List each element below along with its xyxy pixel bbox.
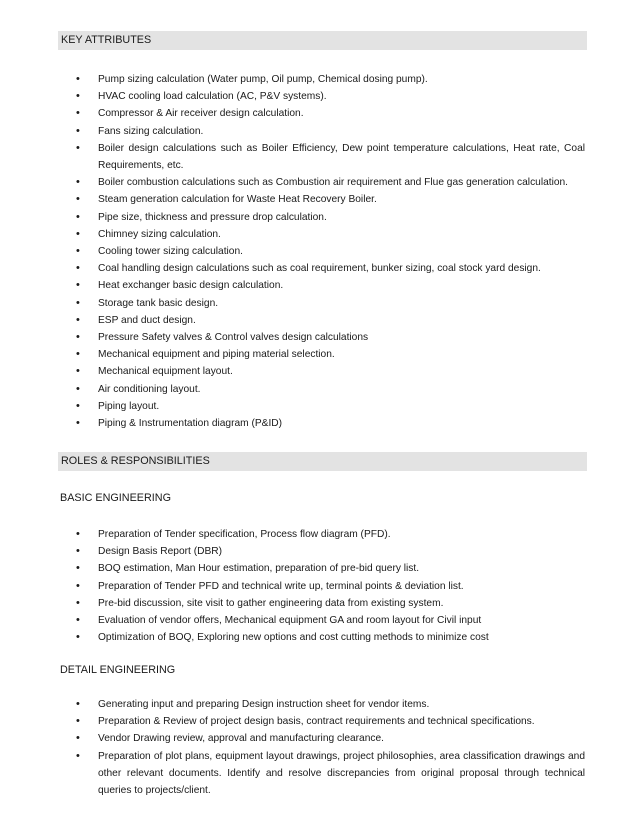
bullet-icon: • (76, 245, 80, 258)
bullet-icon: • (76, 749, 80, 762)
list-item: • BOQ estimation, Man Hour estimation, preparation of pre-bid query list. (0, 560, 638, 577)
list-item: • Cooling tower sizing calculation. (0, 243, 638, 260)
bullet-icon: • (76, 296, 80, 309)
bullet-icon: • (76, 715, 80, 728)
detail-engineering-list (0, 696, 638, 799)
list-item: • Pump sizing calculation (Water pump, Oil pump, Chemical dosing pump). (0, 71, 638, 88)
bullet-icon: • (76, 176, 80, 189)
list-item: • Coal handling design calculations such as coal requirement, bunker sizing, coal stock yard design. (0, 260, 638, 277)
list-item: • Pressure Safety valves & Control valves design calculations (0, 329, 638, 346)
bullet-icon: • (76, 193, 80, 206)
list-item: • Boiler combustion calculations such as Combustion air requirement and Flue gas generation calculation. (0, 174, 638, 191)
bullet-icon: • (76, 90, 80, 103)
bullet-icon: • (76, 528, 80, 540)
bullet-icon: • (76, 279, 80, 292)
detail-engineering-heading: DETAIL ENGINEERING (60, 664, 176, 676)
list-item: • ESP and duct design. (0, 312, 638, 329)
bullet-icon: • (76, 124, 80, 137)
bullet-icon: • (76, 631, 80, 644)
bullet-icon: • (76, 417, 80, 430)
bullet-icon: • (76, 365, 80, 378)
bullet-icon: • (76, 562, 80, 575)
list-item: • Storage tank basic design. (0, 295, 638, 312)
list-item: • Preparation of Tender specification, Process flow diagram (PFD). (0, 526, 638, 543)
list-item: • HVAC cooling load calculation (AC, P&V systems). (0, 88, 638, 105)
bullet-icon: • (76, 262, 80, 275)
bullet-icon: • (76, 210, 80, 223)
bullet-icon: • (76, 614, 80, 627)
bullet-icon: • (76, 331, 80, 344)
bullet-icon: • (76, 107, 80, 120)
list-item: • Fans sizing calculation. (0, 123, 638, 140)
list-item: • Steam generation calculation for Waste Heat Recovery Boiler. (0, 191, 638, 208)
bullet-icon: • (76, 399, 80, 412)
list-item: • Air conditioning layout. (0, 381, 638, 398)
basic-engineering-list (0, 526, 638, 646)
list-item: • Generating input and preparing Design instruction sheet for vendor items. (0, 696, 638, 713)
basic-engineering-heading: BASIC ENGINEERING (60, 492, 171, 504)
bullet-icon: • (76, 596, 80, 609)
bullet-icon: • (76, 579, 80, 592)
bullet-icon: • (76, 141, 80, 154)
list-item: • Heat exchanger basic design calculation. (0, 277, 638, 294)
bullet-icon: • (76, 348, 80, 361)
list-item: • Preparation of Tender PFD and technical write up, terminal points & deviation list. (0, 578, 638, 595)
bullet-icon: • (76, 313, 80, 326)
list-item: • Pre-bid discussion, site visit to gather engineering data from existing system. (0, 595, 638, 612)
list-item: • Pipe size, thickness and pressure drop calculation. (0, 209, 638, 226)
list-item: • Piping & Instrumentation diagram (P&ID) (0, 415, 638, 432)
list-item: • Evaluation of vendor offers, Mechanical equipment GA and room layout for Civil input (0, 612, 638, 629)
list-item: • Preparation & Review of project design basis, contract requirements and technical specifications. (0, 713, 638, 730)
list-item: • Compressor & Air receiver design calculation. (0, 105, 638, 122)
bullet-icon: • (76, 73, 80, 85)
list-item: • Design Basis Report (DBR) (0, 543, 638, 560)
list-item: • Mechanical equipment and piping material selection. (0, 346, 638, 363)
bullet-icon: • (76, 545, 80, 558)
list-item: • Chimney sizing calculation. (0, 226, 638, 243)
roles-heading: ROLES & RESPONSIBILITIES (58, 452, 587, 471)
list-item: • Optimization of BOQ, Exploring new options and cost cutting methods to minimize cost (0, 629, 638, 646)
list-item: • Piping layout. (0, 398, 638, 415)
bullet-icon: • (76, 698, 80, 710)
list-item: • Mechanical equipment layout. (0, 363, 638, 380)
bullet-icon: • (76, 227, 80, 240)
list-item: • Vendor Drawing review, approval and manufacturing clearance. (0, 730, 638, 747)
key-attributes-list (0, 71, 638, 432)
bullet-icon: • (76, 732, 80, 745)
key-attributes-heading: KEY ATTRIBUTES (58, 31, 587, 50)
list-item: • Boiler design calculations such as Boiler Efficiency, Dew point temperature calculations, Heat rate, Coal Requirements, etc. (76, 141, 585, 172)
list-item: • Preparation of plot plans, equipment layout drawings, project philosophies, area classification drawings and other relevant documents. Identify and resolve discrepancies from original proposal through technical queries to projects/client. (76, 749, 585, 797)
bullet-icon: • (76, 382, 80, 395)
